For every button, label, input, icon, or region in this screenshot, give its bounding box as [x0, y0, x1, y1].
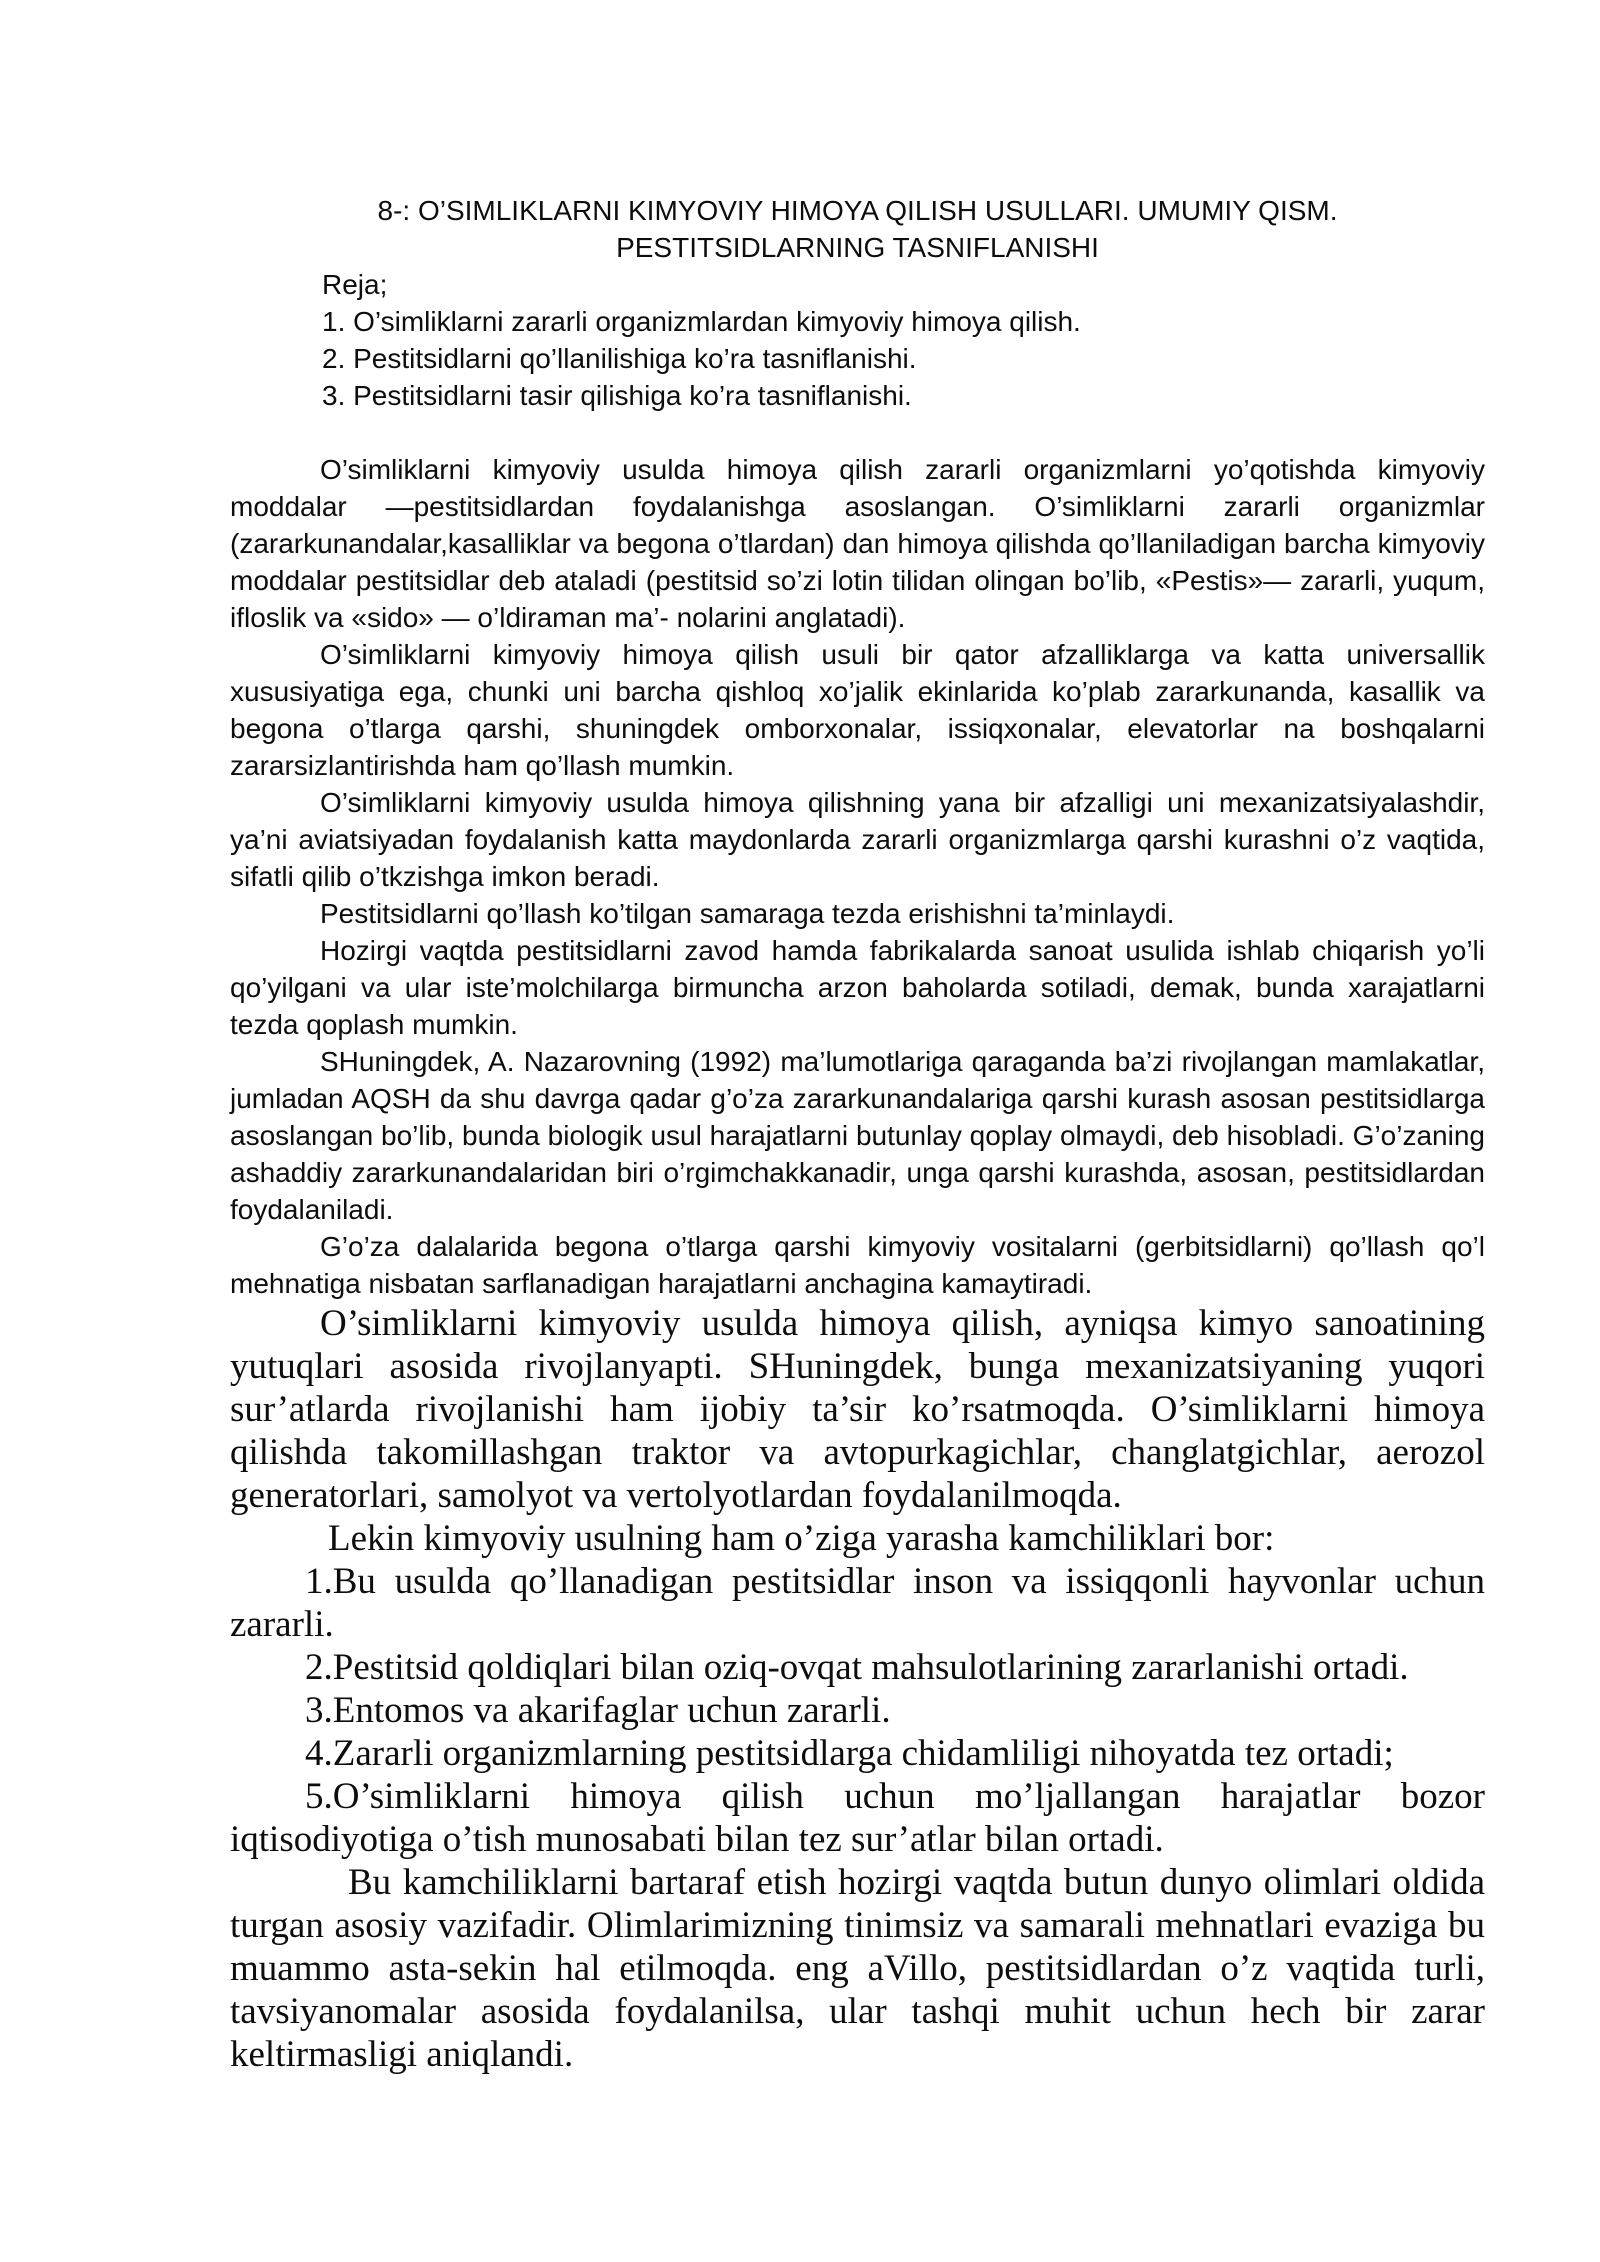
paragraph-nazarov-reference: SHuningdek, A. Nazarovning (1992) ma’lumotlariga qaraganda ba’zi rivojlangan mamlakatlar, jumladan AQSH da shu davrga qadar g’o’za zararkunandalariga qarshi kurash asosan pestitsidlarga asoslangan bo’lib, bunda biologik usul harajatlarni butunlay qoplay olmaydi, deb hisobladi. G’o’zaning ashaddiy zararkunandalaridan biri o’rgimchakkanadir, unga qarshi kurashda, asosan, pestitsidlardan foydalaniladi.: [230, 1046, 1485, 1225]
drawback-item-4: 4.Zararli organizmlarning pestitsidlarga chidamliligi nihoyatda tez ortadi;: [305, 1733, 1394, 1774]
plan-label: Reja;: [322, 269, 388, 300]
drawback-item-3: 3.Entomos va akarifaglar uchun zararli.: [305, 1690, 891, 1731]
paragraph-quick-effect: Pestitsidlarni qo’llash ko’tilgan samaraga tezda erishishni ta’minlaydi.: [320, 898, 1175, 929]
paragraph-drawbacks-intro: Lekin kimyoviy usulning ham o’ziga yarasha kamchiliklari bor:: [328, 1518, 1275, 1559]
paragraph-definition: O’simliklarni kimyoviy usulda himoya qilish zararli organizmlarni yo’qotishda kimyoviy moddalar —pestitsidlardan foydalanishga asoslangan. O’simliklarni zararli organizmlar (zararkunandalar,kasalliklar va begona o’tlardan) dan himoya qilishda qo’llaniladigan barcha kimyoviy moddalar pestitsidlar deb ataladi (pestitsid so’zi lotin tilidan olingan bo’lib, «Pestis»— zararli, yuqum, ifloslik va «sido» — o’ldiraman ma’- nolarini anglatadi).: [230, 454, 1485, 633]
document-title: [230, 192, 1485, 266]
plan-section: [322, 266, 1485, 414]
body-serif-section: [230, 1302, 1485, 2076]
plan-item-3: 3. Pestitsidlarni tasir qilishiga ko’ra tasniflanishi.: [322, 380, 912, 411]
paragraph-mechanization: O’simliklarni kimyoviy usulda himoya qilishning yana bir afzalligi uni mexanizatsiyalashdir, ya’ni aviatsiyadan foydalanish katta maydonlarda zararli organizmlarga qarshi kurashni o’z vaqtida, sifatli qilib o’tkzishga imkon beradi.: [230, 787, 1485, 892]
body-sans-section: [230, 451, 1485, 1302]
paragraph-conclusion: Bu kamchiliklarni bartaraf etish hozirgi vaqtda butun dunyo olimlari oldida turgan asosiy vazifadir. Olimlarimizning tinimsiz va samarali mehnatlari evaziga bu muammo asta-sekin hal etilmoqda. eng aVillo, pestitsidlardan o’z vaqtida turli, tavsiyanomalar asosida foydalanilsa, ular tashqi muhit uchun hech bir zarar keltirmasligi aniqlandi.: [230, 1862, 1485, 2075]
title-line-2: PESTITSIDLARNING TASNIFLANISHI: [616, 232, 1099, 263]
title-line-1: 8-: O’SIMLIKLARNI KIMYOVIY HIMOYA QILISH USULLARI. UMUMIY QISM.: [377, 195, 1338, 226]
paragraph-advantages: O’simliklarni kimyoviy himoya qilish usuli bir qator afzalliklarga va katta universallik xususiyatiga ega, chunki uni barcha qishloq xo’jalik ekinlarida ko’plab zararkunanda, kasallik va begona o’tlarga qarshi, shuningdek omborxonalar, issiqxonalar, elevatorlar na boshqalarni zararsizlantirishda ham qo’llash mumkin.: [230, 639, 1485, 781]
drawback-item-1: 1.Bu usulda qo’llanadigan pestitsidlar inson va issiqqonli hayvonlar uchun zararli.: [230, 1561, 1485, 1645]
drawback-item-5: 5.O’simliklarni himoya qilish uchun mo’ljallangan harajatlar bozor iqtisodiyotiga o’tish munosabati bilan tez sur’atlar bilan ortadi.: [230, 1776, 1485, 1860]
paragraph-herbicides: G’o’za dalalarida begona o’tlarga qarshi kimyoviy vositalarni (gerbitsidlarni) qo’llash qo’l mehnatiga nisbatan sarflanadigan harajatlarni anchagina kamaytiradi.: [230, 1231, 1485, 1299]
plan-item-2: 2. Pestitsidlarni qo’llanilishiga ko’ra tasniflanishi.: [322, 343, 917, 374]
paragraph-industrial-production: Hozirgi vaqtda pestitsidlarni zavod hamda fabrikalarda sanoat usulida ishlab chiqarish yo’li qo’yilgani va ular iste’molchilarga birmuncha arzon baholarda sotiladi, demak, bunda xarajatlarni tezda qoplash mumkin.: [230, 935, 1485, 1040]
drawback-item-2: 2.Pestitsid qoldiqlari bilan oziq-ovqat mahsulotlarining zararlanishi ortadi.: [305, 1647, 1409, 1688]
paragraph-chemical-industry: O’simliklarni kimyoviy usulda himoya qilish, ayniqsa kimyo sanoatining yutuqlari asosida rivojlanyapti. SHuningdek, bunga mexanizatsiyaning yuqori sur’atlarda rivojlanishi ham ijobiy ta’sir ko’rsatmoqda. O’simliklarni himoya qilishda takomillashgan traktor va avtopurkagichlar, changlatgichlar, aerozol generatorlari, samolyot va vertolyotlardan foydalanilmoqda.: [230, 1303, 1485, 1516]
plan-item-1: 1. O’simliklarni zararli organizmlardan kimyoviy himoya qilish.: [322, 306, 1081, 337]
